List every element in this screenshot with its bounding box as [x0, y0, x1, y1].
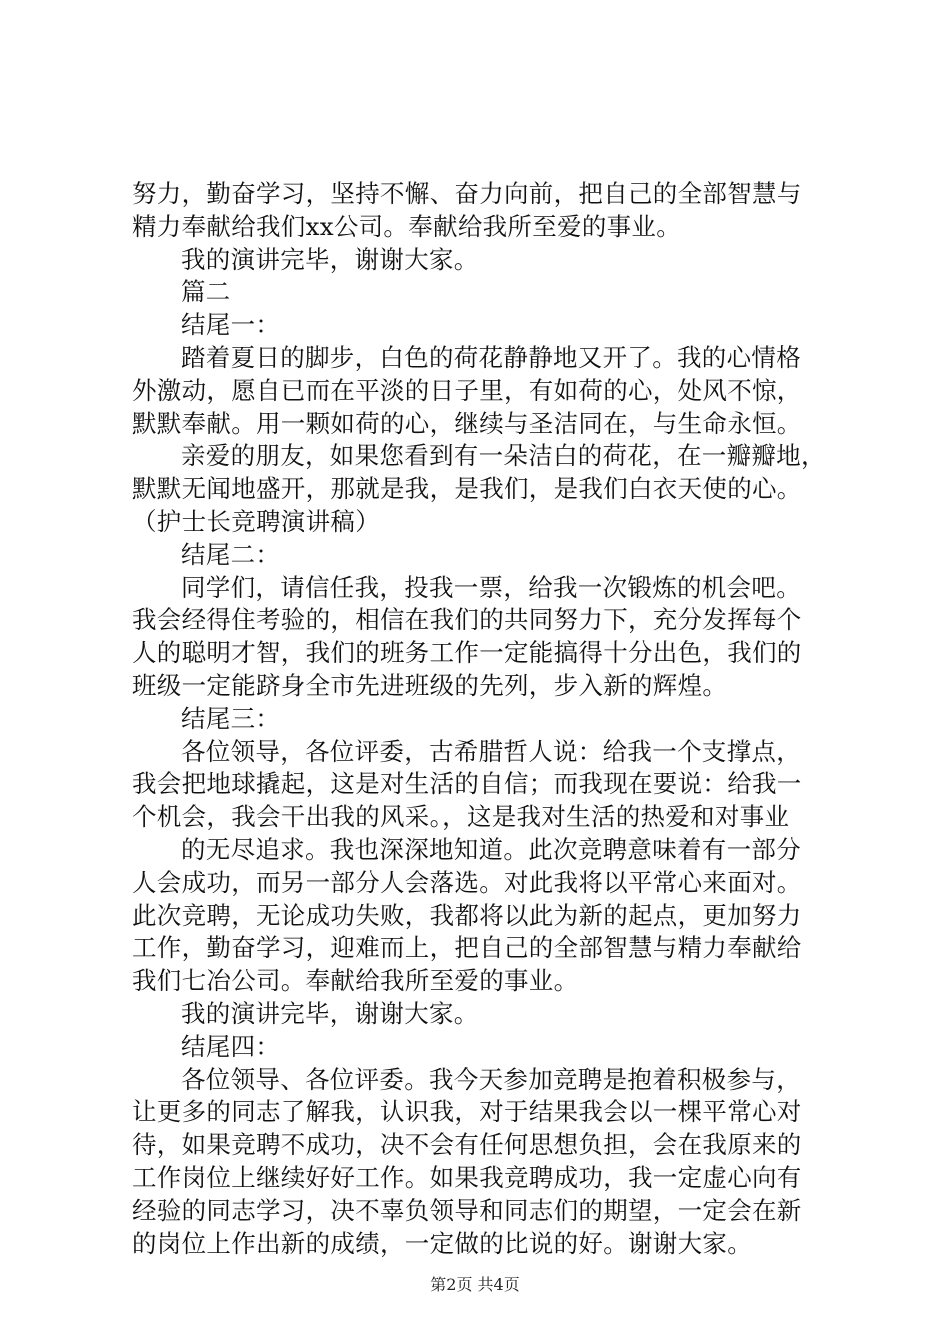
text-line: 工作，勤奋学习，迎难而上，把自己的全部智慧与精力奉献给 [132, 933, 802, 963]
page-footer: 第2页 共4页 [430, 1275, 520, 1294]
text-line: 人会成功，而另一部分人会落选。对此我将以平常心来面对。 [132, 867, 802, 897]
text-line: 我们七冶公司。奉献给我所至爱的事业。 [132, 966, 579, 996]
text-line: 结尾二： [181, 539, 281, 569]
text-line: 同学们，请信任我，投我一票，给我一次锻炼的机会吧。 [181, 572, 801, 602]
document-body [132, 178, 832, 1260]
text-line: 工作岗位上继续好好工作。如果我竞聘成功，我一定虚心向有 [132, 1162, 802, 1192]
text-line: 篇二 [181, 277, 231, 307]
text-line: 各位领导，各位评委，古希腊哲人说：给我一个支撑点， [181, 736, 801, 766]
text-line: 默默奉献。用一颗如荷的心，继续与圣洁同在，与生命永恒。 [132, 408, 802, 438]
text-line: 各位领导、各位评委。我今天参加竞聘是抱着积极参与， [181, 1064, 801, 1094]
text-line: 精力奉献给我们xx公司。奉献给我所至爱的事业。 [132, 211, 682, 241]
text-line: 班级一定能跻身全市先进班级的先列，步入新的辉煌。 [132, 670, 728, 700]
text-line: 我的演讲完毕，谢谢大家。 [181, 244, 479, 274]
text-line: 结尾一： [181, 310, 281, 340]
text-line: 默默无闻地盛开，那就是我，是我们，是我们白衣天使的心。 [132, 474, 802, 504]
text-line: 的岗位上作出新的成绩，一定做的比说的好。谢谢大家。 [132, 1228, 752, 1258]
text-line: 让更多的同志了解我，认识我，对于结果我会以一棵平常心对 [132, 1097, 802, 1127]
text-line: 个机会，我会干出我的风采。，这是我对生活的热爱和对事业 [132, 802, 790, 832]
text-line: 踏着夏日的脚步，白色的荷花静静地又开了。我的心情格 [181, 342, 801, 372]
text-line: 我会经得住考验的，相信在我们的共同努力下，充分发挥每个 [132, 605, 802, 635]
text-line: 经验的同志学习，决不辜负领导和同志们的期望，一定会在新 [132, 1195, 802, 1225]
text-line: 待，如果竞聘不成功，决不会有任何思想负担，会在我原来的 [132, 1130, 802, 1160]
text-line: 亲爱的朋友，如果您看到有一朵洁白的荷花，在一瓣瓣地， [181, 441, 826, 471]
text-line: 我会把地球撬起，这是对生活的自信；而我现在要说：给我一 [132, 769, 802, 799]
text-line: 我的演讲完毕，谢谢大家。 [181, 998, 479, 1028]
text-line: 人的聪明才智，我们的班务工作一定能搞得十分出色，我们的 [132, 638, 802, 668]
text-line: 此次竞聘，无论成功失败，我都将以此为新的起点，更加努力 [132, 900, 802, 930]
text-line: 的无尽追求。我也深深地知道。此次竞聘意味着有一部分 [181, 834, 801, 864]
text-line: （护士长竞聘演讲稿） [132, 506, 380, 536]
text-line: 努力，勤奋学习，坚持不懈、奋力向前，把自己的全部智慧与 [132, 179, 802, 208]
text-line: 结尾三： [181, 703, 281, 733]
text-line: 结尾四： [181, 1031, 281, 1061]
text-line: 外激动，愿自已而在平淡的日子里，有如荷的心，处风不惊， [132, 375, 802, 405]
